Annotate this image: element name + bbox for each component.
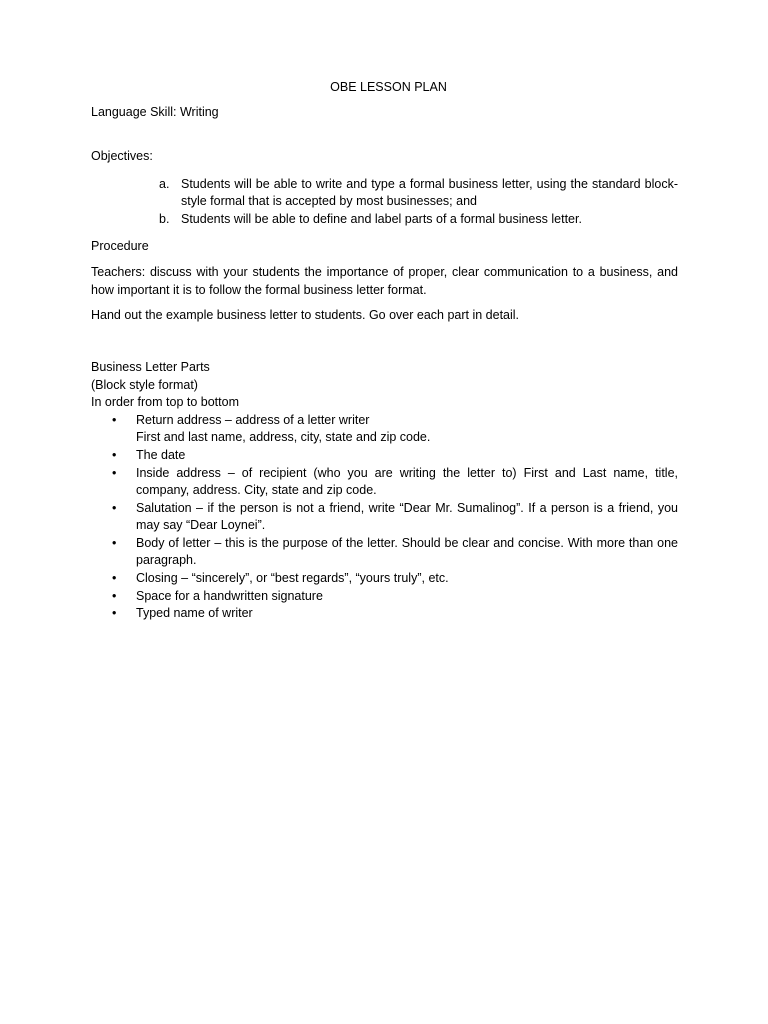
procedure-heading: Procedure bbox=[91, 238, 149, 253]
teachers-paragraph: Teachers: discuss with your students the importance of proper, clear communication to a business, and how important it is to follow the formal business letter format. bbox=[91, 265, 678, 297]
list-item bbox=[91, 500, 678, 535]
objective-marker: a. bbox=[159, 176, 170, 191]
list-item-text: Space for a handwritten signature bbox=[136, 588, 323, 603]
document-body bbox=[91, 79, 678, 623]
parts-heading: Business Letter Parts bbox=[91, 359, 210, 374]
objective-item bbox=[91, 211, 678, 229]
bullet-icon: • bbox=[112, 447, 117, 462]
list-item bbox=[91, 535, 678, 570]
bullet-icon: • bbox=[112, 412, 117, 427]
list-item-text: Body of letter – this is the purpose of the letter. Should be clear and concise. With more than one paragraph. bbox=[136, 535, 678, 568]
objective-text: Students will be able to define and label parts of a formal business letter. bbox=[181, 211, 582, 226]
bullet-icon: • bbox=[112, 465, 117, 480]
objectives-list bbox=[91, 176, 678, 229]
list-item-text: Typed name of writer bbox=[136, 606, 253, 621]
objective-item bbox=[91, 176, 678, 211]
list-item bbox=[91, 588, 678, 606]
list-item bbox=[91, 447, 678, 465]
objective-text: Students will be able to write and type a formal business letter, using the standard block-style formal that is accepted by most businesses; and bbox=[181, 176, 678, 209]
bullet-icon: • bbox=[112, 535, 117, 550]
list-item bbox=[91, 412, 678, 447]
handout-paragraph: Hand out the example business letter to students. Go over each part in detail. bbox=[91, 308, 520, 323]
bullet-icon: • bbox=[112, 571, 117, 586]
list-item-text: Return address – address of a letter writer bbox=[136, 412, 370, 427]
list-item-text: The date bbox=[136, 447, 186, 462]
bullet-icon: • bbox=[112, 588, 117, 603]
list-item-text: Salutation – if the person is not a friend, write “Dear Mr. Sumalinog”. If a person is a friend, you may say “Dear Loynei”. bbox=[136, 500, 678, 533]
bullet-icon: • bbox=[112, 500, 117, 515]
list-item bbox=[91, 570, 678, 588]
bullet-icon: • bbox=[112, 606, 117, 621]
list-item-text: Closing – “sincerely”, or “best regards”, “yours truly”, etc. bbox=[136, 571, 449, 586]
parts-list bbox=[91, 412, 678, 623]
list-item bbox=[91, 465, 678, 500]
list-item bbox=[91, 605, 678, 623]
objective-marker: b. bbox=[159, 211, 170, 226]
list-item-subtext: First and last name, address, city, state and zip code. bbox=[136, 430, 431, 445]
parts-order-note: In order from top to bottom bbox=[91, 395, 239, 410]
objectives-heading: Objectives: bbox=[91, 149, 153, 164]
parts-subheading: (Block style format) bbox=[91, 377, 198, 392]
document-title: OBE LESSON PLAN bbox=[330, 80, 447, 94]
list-item-text: Inside address – of recipient (who you are writing the letter to) First and Last name, title, company, address. City, state and zip code. bbox=[136, 465, 678, 498]
language-skill: Language Skill: Writing bbox=[91, 104, 219, 119]
